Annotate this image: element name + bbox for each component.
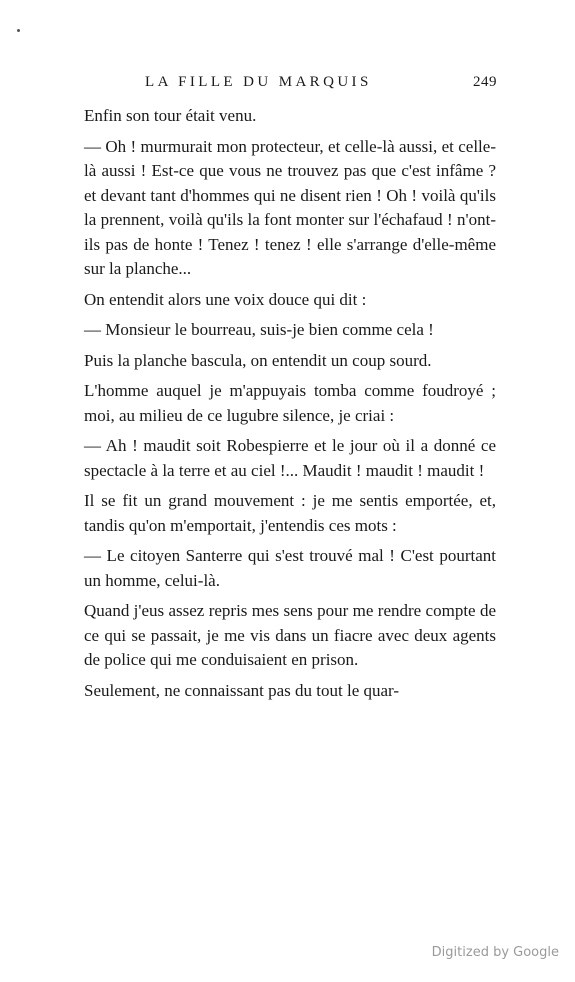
paragraph: Enfin son tour était venu.	[84, 106, 257, 125]
paragraph: Seulement, ne connaissant pas du tout le quar-	[84, 680, 400, 700]
paragraph: Puis la planche bascula, on entendit un coup sourd.	[84, 350, 432, 370]
paragraph: — Le citoyen Santerre qui s'est trouvé mal ! C'est pourtant un homme, celui-là.	[84, 546, 496, 590]
paragraph: On entendit alors une voix douce qui dit :	[84, 289, 367, 309]
running-title: LA FILLE DU MARQUIS	[145, 74, 372, 90]
paragraph: Quand j'eus assez repris mes sens pour me rendre compte de ce qui se passait, je me vis dans un fiacre avec deux agents de police qui me conduisaient en prison.	[84, 601, 496, 669]
paragraph: Il se fit un grand mouvement : je me sentis emportée, et, tandis qu'on m'emportait, j'entendis ces mots :	[84, 491, 496, 535]
page-speck	[17, 29, 20, 32]
body-text	[84, 104, 496, 709]
paragraph: — Monsieur le bourreau, suis-je bien comme cela !	[84, 320, 434, 339]
paragraph: — Ah ! maudit soit Robespierre et le jour où il a donné ce spectacle à la terre et au ciel !... Maudit ! maudit ! maudit !	[84, 436, 496, 480]
page-header	[145, 74, 497, 96]
paragraph: L'homme auquel je m'appuyais tomba comme foudroyé ; moi, au milieu de ce lugubre silence, je criai :	[84, 381, 496, 425]
digitized-watermark: Digitized by Google	[431, 945, 559, 960]
page-number: 249	[473, 74, 497, 90]
paragraph: — Oh ! murmurait mon protecteur, et celle-là aussi, et celle-là aussi ! Est-ce que vous ne trouvez pas que c'est infâme ? et devant tant d'hommes qui ne disent rien ! Oh ! voilà qu'ils la prennent, voilà qu'ils la font monter sur l'échafaud ! n'ont-ils pas de honte ! Tenez ! tenez ! elle s'arrange d'elle-même sur la planche...	[84, 136, 496, 278]
